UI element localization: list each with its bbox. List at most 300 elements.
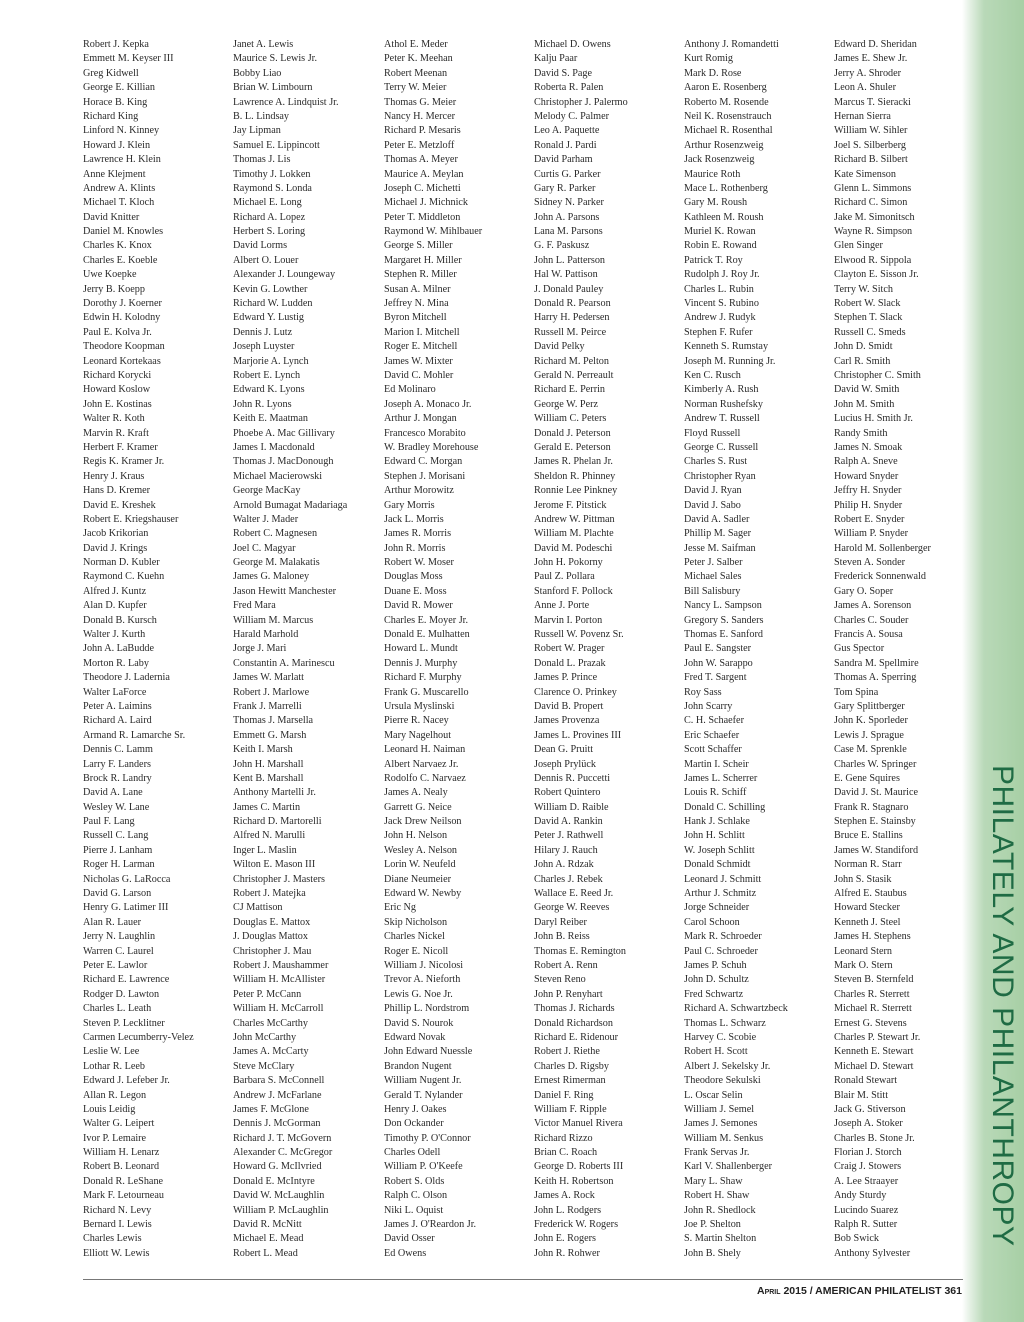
name-entry: Jack L. Morris [384,513,444,525]
name-entry: Alexander J. Loungeway [233,269,336,281]
name-entry: John B. Reiss [534,931,590,943]
name-entry: Richard E. Lawrence [83,974,170,986]
name-entry: Gus Spector [834,643,885,655]
name-entry: Richard D. Martorelli [233,816,322,828]
name-entry: John Scarry [684,700,733,712]
name-entry: Frank Servas Jr. [684,1147,750,1159]
name-entry: Jack Drew Neilson [384,816,462,828]
name-entry: Ursula Myslinski [384,700,455,712]
name-entry: S. Martin Shelton [684,1233,757,1245]
name-entry: David Parham [534,154,593,166]
name-entry: L. Oscar Selin [684,1089,743,1101]
name-entry: Charles B. Stone Jr. [834,1132,915,1144]
name-entry: Alan R. Lauer [83,916,141,928]
name-entry: Charles Odell [384,1147,441,1159]
name-entry: Margaret H. Miller [384,254,462,266]
name-entry: Michael E. Mead [233,1233,304,1245]
name-entry: Edward K. Lyons [233,384,305,396]
name-entry: Craig J. Stowers [834,1161,902,1173]
name-entry: Richard Korycki [83,369,152,381]
name-entry: Bobby Liao [233,67,282,79]
name-entry: Charles E. Moyer Jr. [384,614,469,626]
name-entry: Stephen E. Stainsby [834,816,916,828]
name-entry: David Knitter [83,211,140,223]
name-entry: Gregory S. Sanders [684,614,764,626]
name-entry: James J. O'Reardon Jr. [384,1219,477,1231]
name-entry: David W. McLaughlin [233,1190,325,1202]
name-entry: John M. Smith [834,398,895,410]
footer-divider [83,1279,963,1280]
name-entry: Michael Sales [684,571,742,583]
name-entry: Alfred J. Kuntz [83,585,147,597]
name-entry: James A. McCarty [233,1046,309,1058]
name-column-5 [684,38,832,1261]
name-entry: Howard Stecker [834,902,900,914]
name-entry: C. H. Schaefer [684,715,744,727]
name-entry: Howard J. Klein [83,139,151,151]
name-entry: Ernest G. Stevens [834,1017,907,1029]
name-entry: George E. Killian [83,82,155,94]
name-entry: Dennis C. Lamm [83,744,153,756]
name-entry: Walter R. Koth [83,413,145,425]
name-entry: Hilary J. Rauch [534,844,598,856]
name-entry: Norman R. Starr [834,859,902,871]
name-entry: Frank J. Marrelli [233,700,302,712]
name-entry: John E. Rogers [534,1233,596,1245]
name-entry: James G. Maloney [233,571,310,583]
name-entry: Arthur J. Schmitz [684,888,757,900]
name-entry: Robert Quintero [534,787,601,799]
name-entry: Emmett M. Keyser III [83,53,174,65]
name-entry: Keith E. Maatman [233,413,308,425]
name-entry: Maurice A. Meylan [384,168,464,180]
name-entry: David E. Kreshek [83,499,156,511]
name-entry: James P. Prince [534,672,598,684]
name-entry: Gerald E. Peterson [534,441,611,453]
name-entry: Kalju Paar [534,53,578,65]
name-entry: Rodolfo C. Narvaez [384,772,466,784]
name-entry: Armand R. Lamarche Sr. [83,729,186,741]
name-entry: Fred T. Sargent [684,672,747,684]
name-entry: Thomas J. Marsella [233,715,314,727]
name-entry: J. Douglas Mattox [233,931,308,943]
name-entry: Thomas A. Meyer [384,154,458,166]
name-entry: John K. Sporleder [834,715,908,727]
name-entry: Clayton E. Sisson Jr. [834,269,919,281]
name-entry: Jeffrey N. Mina [384,298,449,310]
name-entry: Richard E. Ridenour [534,1031,619,1043]
name-entry: Charles C. Souder [834,614,909,626]
name-entry: Michael Macierowski [233,470,323,482]
name-entry: Neil K. Rosenstrauch [684,110,772,122]
name-entry: W. Joseph Schlitt [684,844,755,856]
name-entry: Robin E. Rowand [684,240,757,252]
name-entry: Stephen T. Slack [834,312,903,324]
name-entry: Edward J. Lefeber Jr. [83,1075,170,1087]
name-entry: Edward W. Newby [384,888,462,900]
name-entry: Michael T. Kloch [83,197,155,209]
name-entry: John R. Shedlock [684,1204,756,1216]
name-entry: James L. Scherrer [684,772,758,784]
name-entry: Leslie W. Lee [83,1046,140,1058]
name-entry: Kate Simenson [834,168,896,180]
name-entry: Lothar R. Leeb [83,1060,145,1072]
name-entry: Henry G. Latimer III [83,902,169,914]
name-entry: Robert H. Scott [684,1046,748,1058]
name-entry: Christopher J. Masters [233,873,325,885]
name-entry: Kathleen M. Roush [684,211,764,223]
page-footer [757,1285,962,1297]
name-entry: Trevor A. Nieforth [384,974,461,986]
name-entry: Stephen J. Morisani [384,470,466,482]
name-entry: Paul F. Lang [83,816,135,828]
name-entry: Robert H. Shaw [684,1190,750,1202]
name-entry: Ed Molinaro [384,384,436,396]
name-entry: David C. Mohler [384,369,454,381]
name-entry: George M. Malakatis [233,557,320,569]
name-entry: Robert W. Moser [384,557,454,569]
name-entry: Elliott W. Lewis [83,1247,150,1259]
name-entry: David A. Rankin [534,816,603,828]
footer-month: April [757,1285,781,1297]
name-entry: Arthur J. Mongan [384,413,457,425]
name-entry: Donald Richardson [534,1017,613,1029]
name-entry: John H. Nelson [384,830,448,842]
name-entry: Susan A. Milner [384,283,451,295]
name-entry: Albert Narvaez Jr. [384,758,459,770]
name-entry: David J. Ryan [684,485,742,497]
name-entry: John A. LaBudde [83,643,155,655]
name-entry: Roy Sass [684,686,722,698]
name-entry: Donald L. Prazak [534,657,606,669]
name-entry: Curtis G. Parker [534,168,601,180]
name-entry: Robert C. Magnesen [233,528,318,540]
name-entry: Alexander C. McGregor [233,1147,333,1159]
name-entry: Ronnie Lee Pinkney [534,485,618,497]
name-entry: Ralph R. Sutter [834,1219,898,1231]
name-entry: Charles D. Rigsby [534,1060,609,1072]
name-entry: Andy Sturdy [834,1190,887,1202]
name-entry: Roger E. Mitchell [384,341,458,353]
name-entry: Gerald T. Nylander [384,1089,463,1101]
name-entry: Christopher C. Smith [834,369,921,381]
name-entry: Leonard Stern [834,945,892,957]
name-entry: Kevin G. Lowther [233,283,308,295]
name-entry: Francesco Morabito [384,427,466,439]
name-entry: Edwin H. Kolodny [83,312,161,324]
name-entry: Henry J. Oakes [384,1103,447,1115]
name-entry: Jeffry H. Snyder [834,485,902,497]
name-entry: Timothy J. Lokken [233,168,311,180]
name-entry: William H. McCarroll [233,1003,324,1015]
name-entry: W. Bradley Morehouse [384,441,479,453]
name-entry: Florian J. Storch [834,1147,902,1159]
name-entry: Victor Manuel Rivera [534,1118,623,1130]
name-entry: Charles W. Springer [834,758,917,770]
name-entry: Leo A. Paquette [534,125,600,137]
name-column-2 [233,38,381,1261]
name-entry: Jay Lipman [233,125,281,137]
name-entry: Kenneth J. Steel [834,916,901,928]
sidebar-title: PHILATELY AND PHILANTHROPY [986,765,1019,1247]
name-entry: Richard J. T. McGovern [233,1132,332,1144]
name-entry: Stanford F. Pollock [534,585,613,597]
name-entry: Nancy H. Mercer [384,110,455,122]
name-entry: Mary L. Shaw [684,1175,743,1187]
name-entry: Gary Morris [384,499,435,511]
name-entry: David J. Krings [83,542,148,554]
name-entry: Steven A. Sonder [834,557,906,569]
name-entry: Bernard I. Lewis [83,1219,152,1231]
name-entry: Robert J. Kepka [83,39,149,50]
name-entry: Daniel M. Knowles [83,226,164,238]
name-entry: Theodore J. Ladernia [83,672,170,684]
name-entry: Anne Klejment [83,168,146,180]
name-entry: Frederick W. Rogers [534,1219,619,1231]
name-entry: John B. Shely [684,1247,741,1259]
name-entry: Dennis J. Murphy [384,657,458,669]
name-entry: John Edward Nuessle [384,1046,473,1058]
name-entry: Russell C. Lang [83,830,149,842]
name-entry: Theodore Sekulski [684,1075,761,1087]
name-entry: David J. St. Maurice [834,787,919,799]
name-entry: Jake M. Simonitsch [834,211,915,223]
name-entry: Douglas Moss [384,571,443,583]
name-entry: William H. McAllister [233,974,326,986]
name-entry: CJ Mattison [233,902,283,914]
name-entry: Mary Nagelhout [384,729,452,741]
name-entry: Thomas L. Schwarz [684,1017,766,1029]
name-entry: J. Donald Pauley [534,283,604,295]
name-entry: Carmen Lecumberry-Velez [83,1031,194,1043]
name-entry: Walter LaForce [83,686,147,698]
name-entry: William D. Raible [534,801,609,813]
name-entry: Jerry A. Shroder [834,67,902,79]
name-entry: Alan D. Kupfer [83,600,147,612]
name-entry: Eric Schaefer [684,729,740,741]
name-entry: Melody C. Palmer [534,110,609,122]
name-entry: Robert W. Prager [534,643,605,655]
name-entry: Henry J. Kraus [83,470,145,482]
name-entry: Warren C. Laurel [83,945,154,957]
name-entry: Mark D. Rose [684,67,742,79]
name-entry: James I. Macdonald [233,441,315,453]
name-entry: Larry F. Landers [83,758,151,770]
name-entry: Thomas A. Sperring [834,672,917,684]
name-entry: Norman Rushefsky [684,398,763,410]
name-entry: Marcus T. Sieracki [834,96,911,108]
name-entry: Peter E. Metzloff [384,139,455,151]
name-entry: Peter A. Laimins [83,700,152,712]
name-entry: Frank G. Muscarello [384,686,469,698]
name-entry: Richard A. Lopez [233,211,306,223]
name-entry: Leonard Kortekaas [83,355,161,367]
name-entry: Richard King [83,110,139,122]
name-entry: Jack G. Stiverson [834,1103,906,1115]
name-entry: Philip H. Snyder [834,499,903,511]
name-entry: Charles McCarthy [233,1017,308,1029]
name-entry: Muriel K. Rowan [684,226,756,238]
name-entry: Jerome F. Pitstick [534,499,607,511]
name-entry: James A. Nealy [384,787,448,799]
name-entry: David S. Nourok [384,1017,454,1029]
name-entry: Robert A. Renn [534,960,598,971]
name-entry: Jacob Krikorian [83,528,149,540]
name-entry: Walter J. Mader [233,513,299,525]
name-entry: Greg Kidwell [83,67,139,79]
name-entry: Dennis J. McGorman [233,1118,321,1130]
name-entry: David B. Propert [534,700,604,712]
name-entry: Alfred N. Marulli [233,830,306,842]
name-entry: Bob Swick [834,1233,879,1245]
name-entry: Herbert F. Kramer [83,441,158,453]
name-entry: Charles P. Stewart Jr. [834,1031,921,1043]
name-entry: Wallace E. Reed Jr. [534,888,614,900]
name-entry: Paul E. Kolva Jr. [83,326,152,338]
name-entry: Edward C. Morgan [384,456,463,468]
name-entry: William P. McLaughlin [233,1204,329,1216]
name-entry: David Osser [384,1233,435,1245]
name-entry: Anthony Martelli Jr. [233,787,316,799]
name-entry: Howard L. Mundt [384,643,458,655]
name-entry: Richard Rizzo [534,1132,593,1144]
name-entry: Donald C. Schilling [684,801,766,813]
name-entry: Scott Schaffer [684,744,742,756]
name-entry: Harry H. Pedersen [534,312,610,324]
name-entry: Arnold Bumagat Madariaga [233,499,348,511]
name-entry: Donald B. Kursch [83,614,157,626]
name-entry: Allan R. Legon [83,1089,147,1101]
name-entry: Uwe Koepke [83,269,137,281]
name-entry: James R. Morris [384,528,452,540]
name-entry: Lucindo Suarez [834,1204,899,1216]
name-entry: John R. Rohwer [534,1247,600,1259]
name-entry: Kimberly A. Rush [684,384,759,396]
name-column-1 [83,38,231,1261]
name-entry: Paul C. Schroeder [684,945,758,957]
name-entry: Fred Mara [233,600,276,612]
name-entry: Mark F. Letourneau [83,1190,164,1202]
name-entry: Roger E. Nicoll [384,945,449,957]
name-entry: Frederick Sonnenwald [834,571,926,583]
name-entry: Richard A. Laird [83,715,152,727]
name-entry: William J. Nicolosi [384,960,464,971]
name-entry: Bruce E. Stallins [834,830,903,842]
name-entry: Hernan Sierra [834,110,891,122]
name-entry: Russell W. Povenz Sr. [534,629,624,641]
name-entry: Theodore Koopman [83,341,165,353]
name-entry: James Provenza [534,715,600,727]
name-entry: Robert J. Riethe [534,1046,600,1058]
name-column-3 [384,38,532,1261]
name-entry: Russell M. Peirce [534,326,607,338]
name-entry: Nancy L. Sampson [684,600,762,612]
name-entry: John D. Smidt [834,341,893,353]
name-entry: James J. Semones [684,1118,758,1130]
name-entry: Brian W. Limbourn [233,82,313,94]
name-entry: Fred Schwartz [684,988,744,1000]
name-entry: Thomas E. Remington [534,945,626,957]
name-entry: Leonard J. Schmitt [684,873,762,885]
name-entry: Kenneth S. Rumstay [684,341,769,353]
name-entry: Clarence O. Prinkey [534,686,617,698]
name-entry: Janet A. Lewis [233,39,294,50]
name-entry: James A. Sorenson [834,600,912,612]
name-entry: Carol Schoon [684,916,740,928]
name-entry: Andrew T. Russell [684,413,760,425]
name-entry: Elwood R. Sippola [834,254,912,266]
name-entry: B. L. Lindsay [233,110,290,122]
name-entry: James N. Smoak [834,441,903,453]
name-entry: Jason Hewitt Manchester [233,585,336,597]
name-entry: Walter J. Kurth [83,629,146,641]
name-entry: Inger L. Maslin [233,844,297,856]
name-entry: G. F. Paskusz [534,240,590,252]
name-entry: Charles S. Rust [684,456,748,468]
name-entry: Lewis J. Sprague [834,729,904,741]
name-entry: Joseph C. Michetti [384,182,461,194]
name-entry: Raymond S. Londa [233,182,312,194]
name-entry: Peter J. Salber [684,557,743,569]
name-entry: Sandra M. Spellmire [834,657,919,669]
name-entry: Joel S. Silberberg [834,139,906,151]
name-entry: Edward Novak [384,1031,446,1043]
name-entry: Robert L. Mead [233,1247,298,1259]
name-entry: Pierre R. Nacey [384,715,449,727]
name-entry: Ken C. Rusch [684,369,741,381]
name-entry: Robert J. Matejka [233,888,306,900]
name-entry: Leon A. Shuler [834,82,896,94]
name-entry: Floyd Russell [684,427,741,439]
name-entry: Edward Y. Lustig [233,312,305,324]
name-entry: Jerry N. Laughlin [83,931,156,943]
name-entry: Jerry B. Koepp [83,283,145,295]
name-entry: George D. Roberts III [534,1161,624,1173]
name-entry: Wayne R. Simpson [834,226,913,238]
name-entry: Linford N. Kinney [83,125,160,137]
name-entry: Charles E. Koeble [83,254,158,266]
name-entry: Howard G. McIlvried [233,1161,322,1173]
name-entry: Ralph A. Sneve [834,456,898,468]
name-entry: Christopher J. Mau [233,945,312,957]
name-entry: Wilton E. Mason III [233,859,316,871]
name-entry: George C. Russell [684,441,759,453]
name-entry: David A. Lane [83,787,143,799]
name-entry: John R. Lyons [233,398,292,410]
name-entry: Martin I. Scheir [684,758,749,770]
name-entry: Russell C. Smeds [834,326,906,338]
name-entry: Joe P. Shelton [684,1219,741,1231]
name-entry: Patrick T. Roy [684,254,743,266]
name-entry: James F. McGlone [233,1103,309,1115]
name-entry: Ivor P. Lemaire [83,1132,147,1144]
name-entry: Peter P. McCann [233,988,302,1000]
name-entry: Aaron E. Rosenberg [684,82,767,94]
name-entry: Carl R. Smith [834,355,891,367]
name-entry: Walter G. Leipert [83,1118,155,1130]
name-entry: Byron Mitchell [384,312,447,324]
name-entry: Donald E. McIntyre [233,1175,315,1187]
name-entry: Phoebe A. Mac Gillivary [233,427,335,439]
name-entry: Gary O. Soper [834,585,894,597]
name-entry: Daryl Reiber [534,916,587,928]
name-entry: Frank R. Stagnaro [834,801,909,813]
name-entry: Jesse M. Saifman [684,542,756,554]
name-entry: Lawrence H. Klein [83,154,161,166]
name-entry: Sheldon R. Phinney [534,470,616,482]
name-entry: John H. Pokorny [534,557,603,569]
name-entry: Joel C. Magyar [233,542,296,554]
